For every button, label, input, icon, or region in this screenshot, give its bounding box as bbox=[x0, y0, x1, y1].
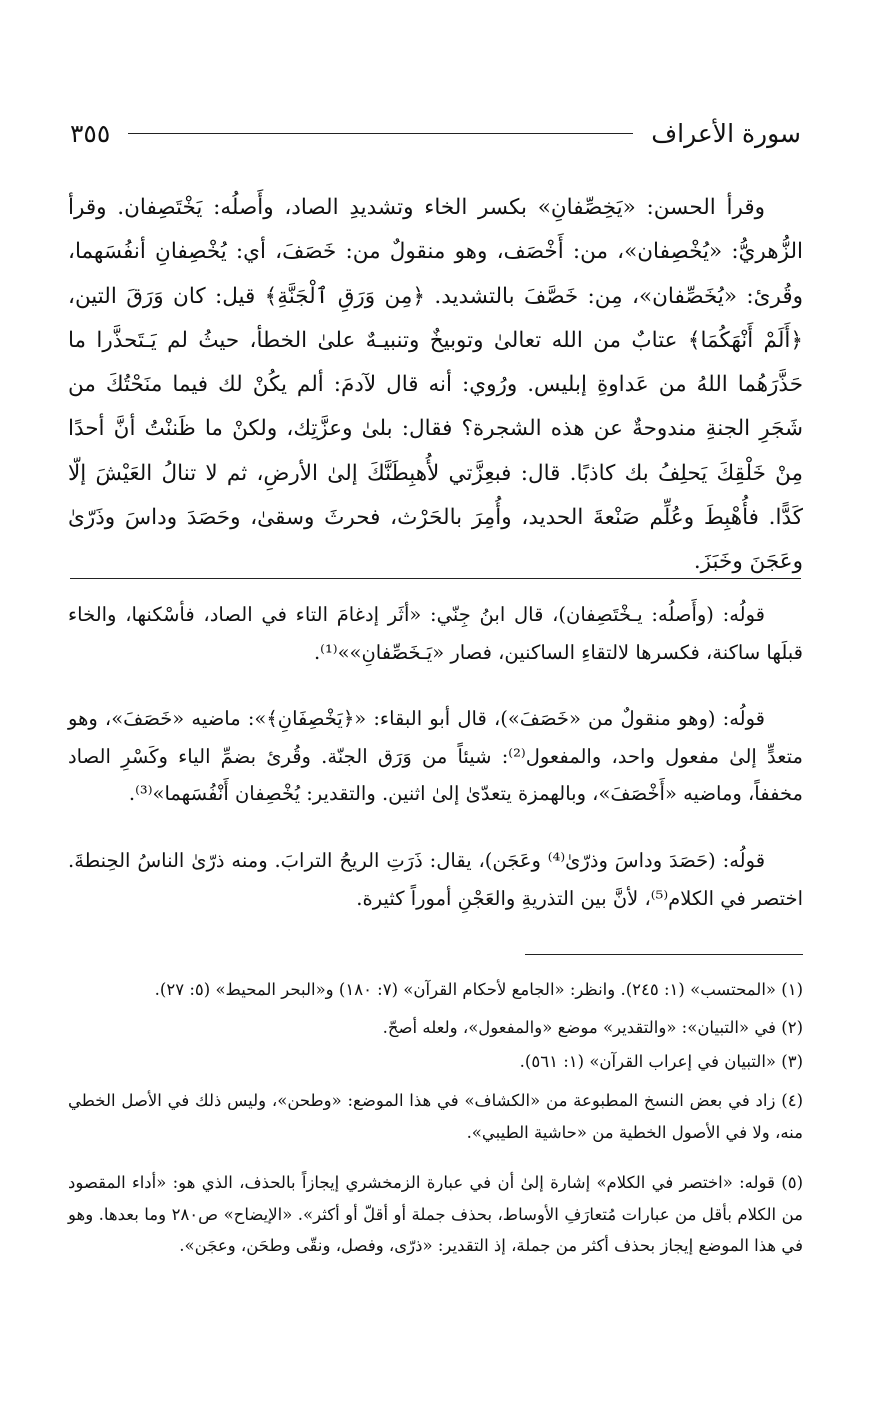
page-number: ٣٥٥ bbox=[70, 118, 111, 148]
main-text: وقرأ الحسن: «يَخِصِّفانِ» بكسر الخاء وتشديدِ الصاد، وأَصلُه: يَخْتَصِفان. وقرأ الزُّهريُّ: «يُخْصِفان»، من: أَخْصَف، وهو منقولٌ من: خَصَفَ، أي: يُخْصِفانِ أنفُسَهما، وقُرئ: «يُخَصِّفان»، مِن: خَصَّفَ بالتشديد. ﴿مِن وَرَقِ ٱلْجَنَّةِ﴾ قيل: كان وَرَقَ التين، ﴿أَلَمْ أَنْهَكُمَا﴾ عتابٌ من الله تعالىٰ وتوبيخٌ وتنبيـهٌ علىٰ الخطأ، حيثُ لم يَـتَحذَّرا ما حَذَّرَهُما اللهُ من عَداوةِ إبليس. ورُوي: أنه قال لآدمَ: ألم يكُنْ لك فيما منَحْتُكَ من شَجَرِ الجنةِ مندوحةٌ عن هذه الشجرة؟ فقال: بلىٰ وعزَّتِك، ولكنْ ما ظَننْتُ أنَّ أحدًا مِنْ خَلْقِكَ يَحلِفُ بك كاذبًا. قال: فبعِزَّتي لأُهبِطَنَّكَ إلىٰ الأرضِ، ثم لا تنالُ العَيْشَ إلّا كَدًّا. فأُهْبِطَ وعُلِّم صَنْعةَ الحديد، وأُمِرَ بالحَرْث، فحرثَ وسقىٰ، وحَصَدَ وداسَ وذَرّىٰ وعَجَنَ وخَبَزَ. bbox=[68, 195, 803, 575]
footnote: (٢) في «التبيان»: «والتقدير» موضع «والمفعول»، ولعله أصحّ. bbox=[382, 1018, 803, 1037]
commentary-paragraph: قولُه: (حَصَدَ وداسَ وذرّىٰ⁽⁴⁾ وعَجَن)، يقال: ذَرَتِ الريحُ الترابَ. ومنه ذرّىٰ الناسُ الحِنطةَ. اختصر في الكلام⁽⁵⁾، لأنَّ بين التذريةِ والعَجْنِ أموراً كثيرة. bbox=[68, 849, 803, 910]
footnote: (٥) قوله: «اختصر في الكلام» إشارة إلىٰ أن في عبارة الزمخشري إيجازاً بالحذف، الذي هو: «أداء المقصود من الكلام بأقل من عبارات مُتعارَفِ الأوساط، بحذف جملة أو أقلّ أو أكثر». «الإيضاح» ص٢٨٠ وما بعدها. وهو في هذا الموضع إيجاز بحذف أكثر من جملة، إذ التقدير: «ذرّى، وفصل، ونقّى وطحَن، وعجَن». bbox=[68, 1173, 803, 1255]
surah-name: سورة الأعراف bbox=[651, 118, 801, 148]
commentary-paragraph: قولُه: (وأَصلُه: يـخْتَصِفان)، قال ابنُ جِنّي: «أثَر إدغامَ التاء في الصاد، فأسْكنها، والخاء قبلَها ساكنة، فكسرها لالتقاءِ الساكنين، فصار «يَـخَصِّفانِ»»⁽¹⁾. bbox=[68, 603, 803, 664]
footnote: (١) «المحتسب» (١: ٢٤٥). وانظر: «الجامع لأحكام القرآن» (٧: ١٨٠) و«البحر المحيط» (٥: ٢٧). bbox=[154, 980, 803, 999]
footnote-divider bbox=[525, 954, 803, 955]
footnote: (٣) «التبيان في إعراب القرآن» (١: ٥٦١). bbox=[519, 1052, 803, 1071]
commentary-paragraph: قولُه: (وهو منقولٌ من «خَصَفَ»)، قال أبو البقاء: «﴿يَخْصِفَانِ﴾»: ماضيه «خَصَفَ»، وهو متعدٍّ إلىٰ مفعول واحد، والمفعول⁽²⁾: شيئاً من وَرَق الجنّة. وقُرئ بضمِّ الياء وكَسْرِ الصاد مخففاً، وماضيه «أَخْصَفَ»، وبالهمزة يتعدّىٰ إلىٰ اثنين. والتقدير: يُخْصِفان أَنْفُسَهما»⁽³⁾. bbox=[68, 707, 803, 805]
page-header bbox=[70, 112, 801, 154]
header-divider bbox=[128, 133, 633, 134]
main-divider bbox=[70, 578, 801, 579]
footnote: (٤) زاد في بعض النسخ المطبوعة من «الكشاف» في هذا الموضع: «وطحن»، وليس ذلك في الأصل الخطي منه، ولا في الأصول الخطية من «حاشية الطيبي». bbox=[68, 1091, 803, 1142]
